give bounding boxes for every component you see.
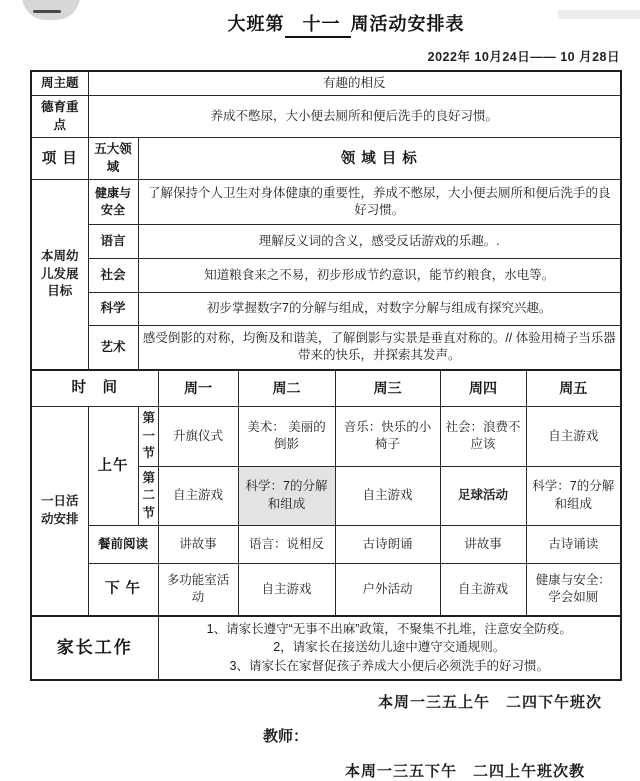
daily-schedule-label: 一日活动安排 bbox=[31, 407, 88, 616]
day-header-row bbox=[31, 370, 621, 407]
parent-work-row bbox=[31, 616, 621, 681]
schedule-cell: 多功能室活动 bbox=[158, 564, 238, 616]
weekly-schedule-table bbox=[30, 70, 622, 682]
title-prefix: 大班第 bbox=[227, 14, 285, 34]
moral-value: 养成不憋尿，大小便去厕所和便后洗手的良好习惯。 bbox=[88, 96, 621, 138]
day-header-monday: 周一 bbox=[158, 370, 238, 407]
development-goals-label: 本周幼儿发展目标 bbox=[31, 180, 88, 370]
domain-social-goal: 知道粮食来之不易，初步形成节约意识，能节约粮食，水电等。 bbox=[138, 259, 621, 293]
domain-language-goal: 理解反义词的含义，感受反话游戏的乐趣。. bbox=[138, 225, 621, 259]
goal-row-language bbox=[31, 225, 621, 259]
schedule-cell: 古诗朗诵 bbox=[335, 526, 440, 564]
schedule-cell: 讲故事 bbox=[158, 526, 238, 564]
pre-meal-label: 餐前阅读 bbox=[88, 526, 158, 564]
schedule-cell-highlighted: 科学：7的分解和组成 bbox=[238, 466, 335, 526]
five-domains-label: 五大领域 bbox=[88, 138, 138, 180]
goal-row-health bbox=[31, 180, 621, 225]
domain-health-label: 健康与安全 bbox=[88, 180, 138, 225]
domain-science-label: 科学 bbox=[88, 293, 138, 326]
afternoon-row bbox=[31, 564, 621, 616]
afternoon-label: 下 午 bbox=[88, 564, 158, 616]
parent-work-item: 2，请家长在接送幼儿途中遵守交通规则。 bbox=[273, 640, 506, 655]
schedule-cell: 健康与安全：学会如厕 bbox=[526, 564, 621, 616]
period1-row bbox=[31, 407, 621, 467]
item-label: 项 目 bbox=[31, 138, 88, 180]
week-theme-label: 周主题 bbox=[31, 71, 88, 96]
date-range: 2022年 10月24日—— 10 月28日 bbox=[427, 49, 620, 64]
parent-work-item: 1、请家长遵守“无事不出麻”政策，不聚集不扎堆，注意安全防疫。 bbox=[206, 621, 572, 636]
title-week-number: 十一 bbox=[285, 14, 351, 38]
week-theme-value: 有趣的相反 bbox=[88, 71, 621, 96]
domain-art-label: 艺术 bbox=[88, 326, 138, 370]
schedule-cell: 自主游戏 bbox=[158, 466, 238, 526]
schedule-cell: 科学：7的分解和组成 bbox=[526, 466, 621, 526]
shift-note-top: 本周一三五上午 二四下午班次 bbox=[377, 694, 602, 712]
goal-row-science bbox=[31, 293, 621, 326]
scan-corner-bar bbox=[33, 10, 61, 13]
moral-row bbox=[31, 96, 621, 138]
page-title bbox=[0, 10, 640, 38]
day-header-friday: 周五 bbox=[526, 370, 621, 407]
parent-work-items bbox=[158, 616, 621, 681]
scan-edge-artifact bbox=[558, 10, 640, 19]
pre-meal-row bbox=[31, 526, 621, 564]
shift-note-bottom: 本周一三五下午 二四上午班次教 bbox=[345, 763, 586, 781]
domain-science-goal: 初步掌握数字7的分解与组成，对数字分解与组成有探究兴趣。 bbox=[138, 293, 621, 326]
schedule-cell: 讲故事 bbox=[440, 526, 526, 564]
title-suffix: 周活动安排表 bbox=[350, 14, 465, 34]
moral-label: 德育重点 bbox=[31, 96, 88, 138]
parent-work-label: 家长工作 bbox=[31, 616, 158, 681]
day-header-tuesday: 周二 bbox=[238, 370, 335, 407]
schedule-cell: 自主游戏 bbox=[335, 466, 440, 526]
morning-label: 上午 bbox=[88, 407, 138, 526]
schedule-cell: 自主游戏 bbox=[526, 407, 621, 467]
day-header-wednesday: 周三 bbox=[335, 370, 440, 407]
schedule-cell: 语言：说相反 bbox=[238, 526, 335, 564]
domain-goal-header: 领 域 目 标 bbox=[138, 138, 621, 180]
domain-health-goal: 了解保持个人卫生对身体健康的重要性，养成不憋尿，大小便去厕所和便后洗手的良好习惯。 bbox=[138, 180, 621, 225]
goal-row-social bbox=[31, 259, 621, 293]
schedule-cell: 美术： 美丽的倒影 bbox=[238, 407, 335, 467]
domain-social-label: 社会 bbox=[88, 259, 138, 293]
schedule-cell: 足球活动 bbox=[440, 466, 526, 526]
week-theme-row bbox=[31, 71, 621, 96]
schedule-cell: 古诗诵读 bbox=[526, 526, 621, 564]
period2-label: 第二节 bbox=[138, 466, 158, 526]
schedule-cell: 升旗仪式 bbox=[158, 407, 238, 467]
domain-language-label: 语言 bbox=[88, 225, 138, 259]
schedule-cell: 自主游戏 bbox=[440, 564, 526, 616]
schedule-cell: 音乐：快乐的小椅子 bbox=[335, 407, 440, 467]
goal-row-art bbox=[31, 326, 621, 370]
schedule-cell: 社会：浪费不应该 bbox=[440, 407, 526, 467]
teacher-label: 教师： bbox=[263, 728, 309, 746]
schedule-cell: 自主游戏 bbox=[238, 564, 335, 616]
period1-label: 第一节 bbox=[138, 407, 158, 467]
domain-art-goal: 感受倒影的对称，均衡及和谐美，了解倒影与实景是垂直对称的。// 体验用椅子当乐器带来的快乐，并探索其发声。 bbox=[138, 326, 621, 370]
day-header-thursday: 周四 bbox=[440, 370, 526, 407]
goals-header-row bbox=[31, 138, 621, 180]
parent-work-item: 3、请家长在家督促孩子养成大小便后必须洗手的好习惯。 bbox=[229, 658, 549, 673]
time-header: 时 间 bbox=[31, 370, 158, 407]
schedule-cell: 户外活动 bbox=[335, 564, 440, 616]
